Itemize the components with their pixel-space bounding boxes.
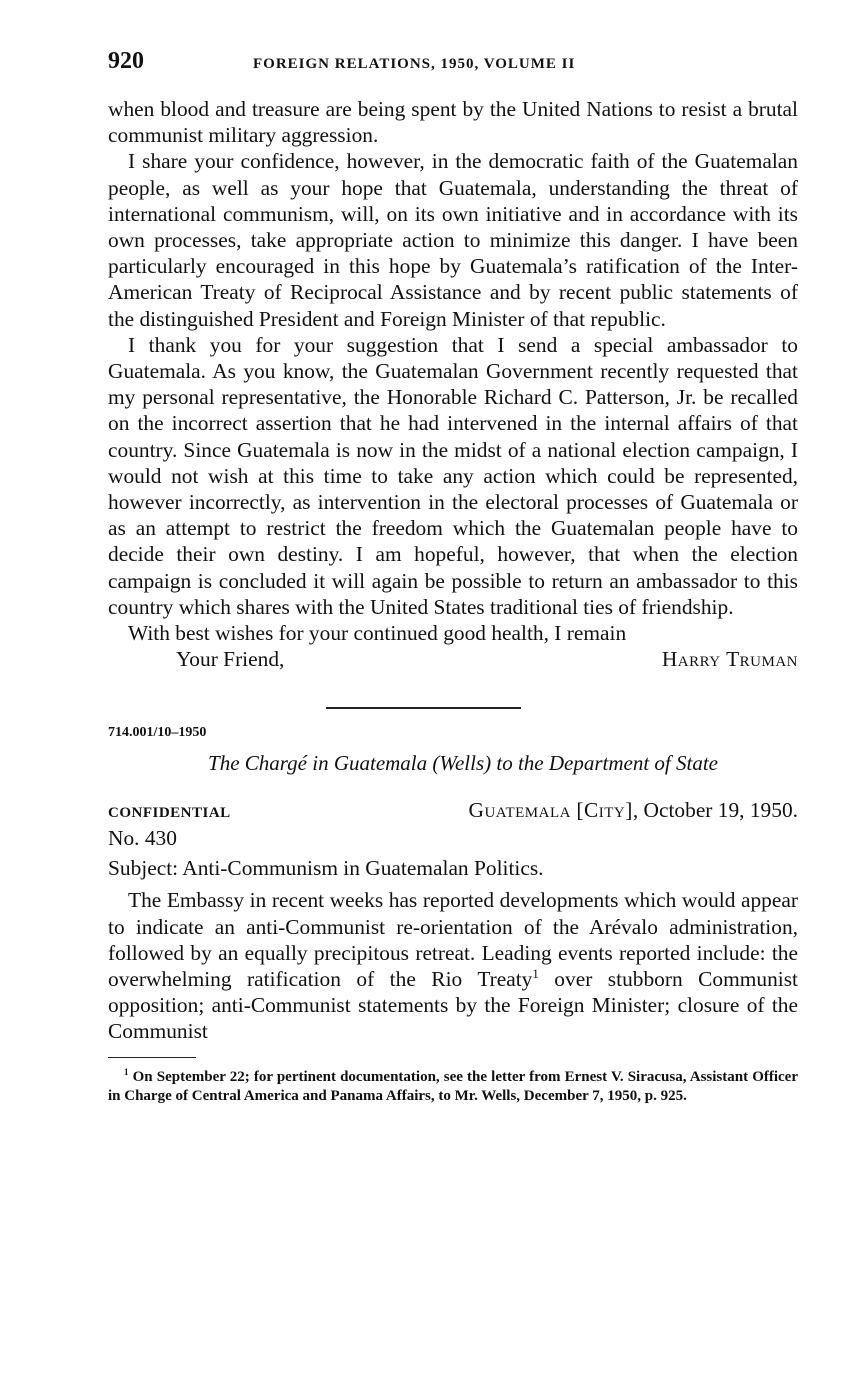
page-header <box>108 48 798 84</box>
letter-paragraph-2: I share your confidence, however, in the democratic faith of the Guatemalan people, as well as your hope that Guatemala, understanding the threat of international communism, will, on its own initiative and in accordance with its own processes, take appropriate action to minimize this danger. I have been particularly encouraged in this hope by Guatemala’s ratification of the Inter-American Treaty of Reciprocal Assistance and by recent public statements of the distinguished President and Foreign Minister of that republic. <box>108 149 798 331</box>
section-divider <box>326 707 521 709</box>
place-bracket: [City] <box>576 798 633 823</box>
salutation: Your Friend, <box>176 647 285 672</box>
letter-closing <box>108 620 798 672</box>
document-paragraph-1 <box>108 887 798 1044</box>
letter-paragraph-1: when blood and treasure are being spent by the United Nations to resist a brutal communist military aggression. <box>108 97 798 148</box>
closing-line: With best wishes for your continued good health, I remain <box>128 621 627 646</box>
document-body <box>108 887 798 1044</box>
document-paragraph-part-2: over stubborn Communist opposition; anti-Communist statements by the Foreign Minister; closure of the Communist <box>108 967 798 1044</box>
document-number: No. 430 <box>108 826 177 851</box>
signoff-row <box>108 646 798 672</box>
place-date-line <box>469 798 798 823</box>
classification-label: CONFIDENTIAL <box>108 805 231 822</box>
place-name: Guatemala <box>468 798 571 823</box>
document-paragraph-part-1: The Embassy in recent weeks has reported developments which would appear to indicate an anti-Communist re-orientation of the Arévalo administration, followed by an equally precipitous retreat. Leading events reported include: the overwhelming ratification of the Rio Treaty <box>108 888 798 992</box>
footnote-marker: 1 <box>124 1067 129 1078</box>
letter-body <box>108 96 798 620</box>
file-reference: 714.001/10–1950 <box>108 725 207 741</box>
footnote <box>108 1068 798 1106</box>
signature: Harry Truman <box>661 647 798 672</box>
document-meta-row <box>108 798 798 823</box>
footnote-text: On September 22; for pertinent documentation, see the letter from Ernest V. Siracusa, Assistant Officer in Charge of Central America and Panama Affairs, to Mr. Wells, December 7, 1950, p. 925. <box>108 1069 798 1105</box>
subject-line: Subject: Anti-Communism in Guatemalan Politics. <box>108 856 544 881</box>
footnote-reference[interactable]: 1 <box>532 966 539 981</box>
footnote-rule <box>108 1057 196 1059</box>
running-head: FOREIGN RELATIONS, 1950, VOLUME II <box>253 56 576 72</box>
letter-paragraph-3: I thank you for your suggestion that I send a special ambassador to Guatemala. As you know, the Guatemalan Government recently requested that my personal representative, the Honorable Richard C. Patterson, Jr. be recalled on the incorrect assertion that he had intervened in the internal affairs of that country. Since Guatemala is now in the midst of a national election campaign, I would not wish at this time to take any action which could be represented, however incorrectly, as intervention in the electoral processes of Guatemala or as an attempt to restrict the freedom which the Guatemalan people have to decide their own destiny. I am hopeful, however, that when the election campaign is concluded it will again be possible to return an ambassador to this country which shares with the United States traditional ties of friendship. <box>108 332 798 619</box>
page-number: 920 <box>108 48 144 74</box>
document-title: The Chargé in Guatemala (Wells) to the Department of State <box>208 751 718 776</box>
document-date: , October 19, 1950. <box>632 798 798 823</box>
document-page <box>108 48 798 1106</box>
